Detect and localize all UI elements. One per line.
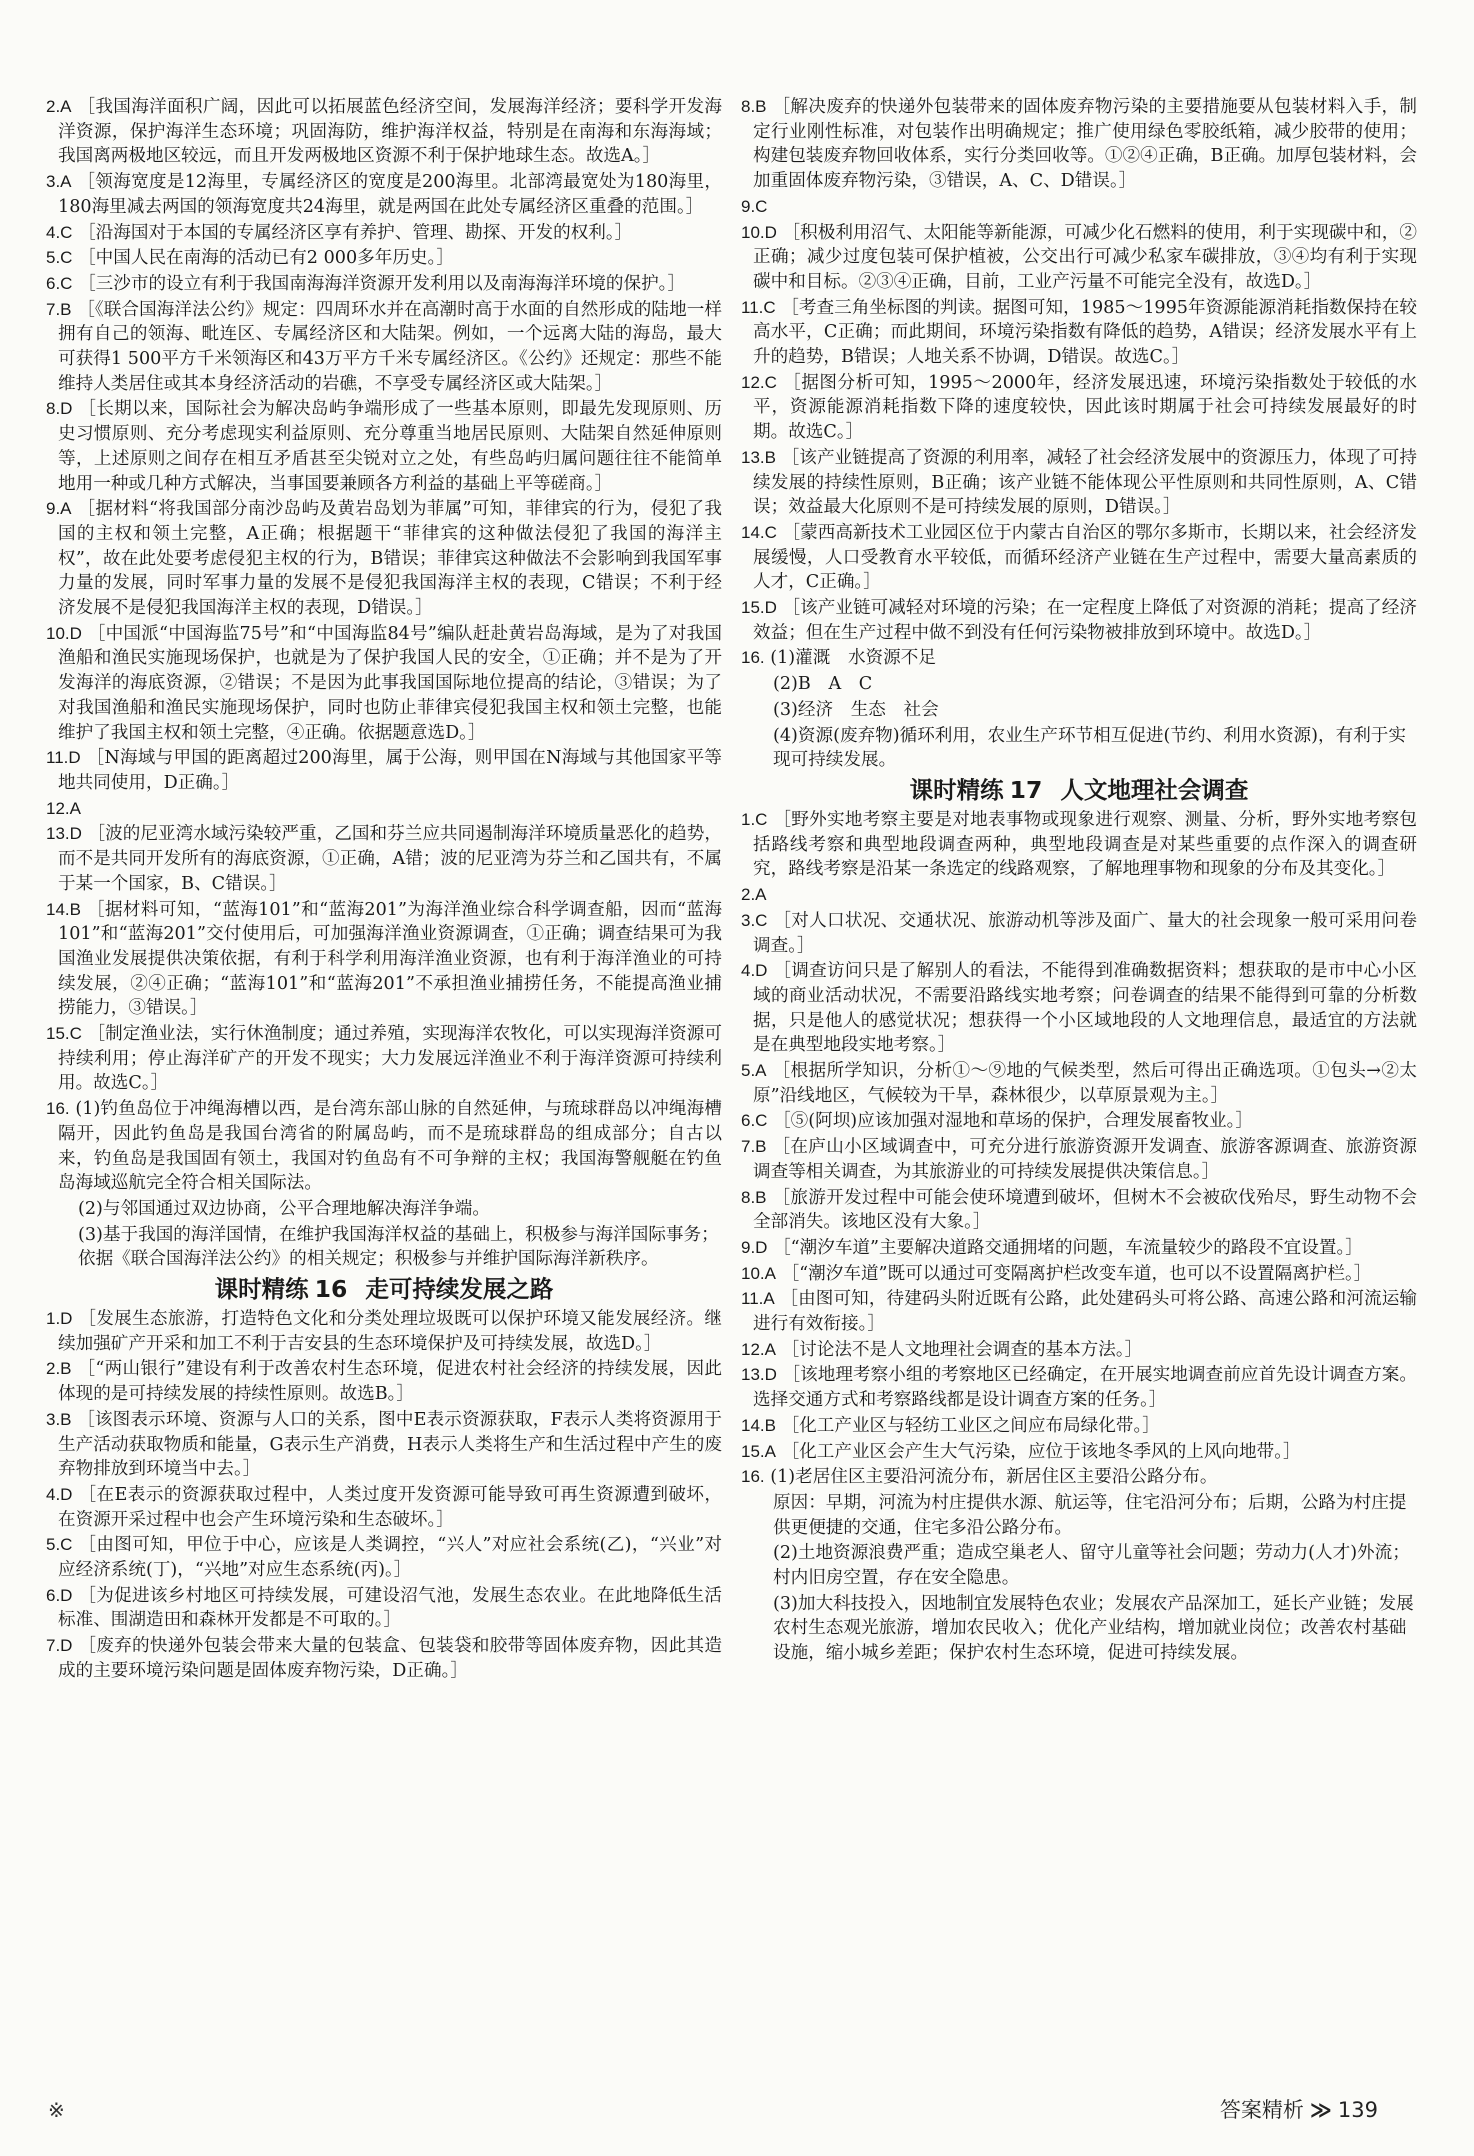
answer-item [741,521,1417,595]
answer-explanation: ［旅游开发过程中可能会使环境遭到破坏，但树木不会被砍伐殆尽，野生动物不会全部消失。该地区没有大象。］ [753,1187,1417,1233]
answer-item [46,898,722,1022]
answer-item [46,822,722,896]
answer-number: 2.B [46,1359,72,1379]
answer-explanation: ［制定渔业法，实行休渔制度；通过养殖，实现海洋农牧化，可以实现海洋资源可持续利用；停止海洋矿产的开发不现实；大力发展远洋渔业不利于海洋资源可持续利用。故选C。］ [58,1024,722,1094]
answer-item [46,746,722,795]
answer-explanation: ［积极利用沼气、太阳能等新能源，可减少化石燃料的使用，利于实现碳中和，②正确；减少过度包装可保护植被，公交出行可减少私家车碳排放，③④均有利于实现碳中和目标。②③④正确，目前，工业产污量不可能完全没有，故选D。］ [753,222,1417,292]
answer-item [46,170,722,219]
answer-explanation: ［为促进该乡村地区可持续发展，可建设沼气池，发展生态农业。在此地降低生活标准、围湖造田和森林开发都是不可取的。］ [58,1585,722,1631]
answer-explanation: ［N海域与甲国的距离超过200海里，属于公海，则甲国在N海域与其他国家平等地共同使用，D正确。］ [58,748,723,793]
answer-explanation: ［“潮汐车道”主要解决道路交通拥堵的问题，车流量较少的路段不宜设置。］ [773,1237,1363,1258]
answer-explanation: ［化工产业区会产生大气污染，应位于该地冬季风的上风向地带。］ [781,1441,1301,1462]
answer-number: 10.D [741,222,777,242]
answer-item [46,95,722,169]
answer-number: 4.D [741,961,768,981]
footer-label: 答案精析 [1219,2098,1304,2122]
answer-number: 13.D [741,1365,777,1385]
answer-number: 1.C [741,809,768,829]
answer-subpart: 原因：早期，河流为村庄提供水源、航运等，住宅沿河分布；后期，公路为村庄提供更便捷的交通，住宅多沿公路分布。 [773,1492,1407,1538]
answer-explanation: ［该产业链可减轻对环境的污染；在一定程度上降低了对资源的消耗；提高了经济效益；但在生产过程中做不到没有任何污染物被排放到环境中。故选D。］ [753,598,1417,643]
answer-explanation: ［领海宽度是12海里，专属经济区的宽度是200海里。北部湾最宽处为180海里，180海里减去两国的领海宽度共24海里，就是两国在此处专属经济区重叠的范围。］ [58,172,722,217]
left-column [46,95,722,1685]
answer-number: 11.C [741,297,776,317]
section-number: 17 [1009,775,1043,804]
answer-explanation: ［根据所学知识，分析①～⑨地的气候类型，然后可得出正确选项。①包头→②太原”沿线地区，气候较为干旱，森林很少，以草原景观为主。］ [753,1061,1418,1106]
answer-number: 8.B [741,97,767,116]
answer-number: 5.C [46,248,73,268]
answer-item [741,446,1417,520]
answer-item [741,1338,1417,1363]
answer-item [46,246,722,271]
answer-explanation: ［长期以来，国际社会为解决岛屿争端形成了一些基本原则，即最先发现原则、历史习惯原则、充分考虑现实利益原则、充分尊重当地居民原则、大陆架自然延伸原则等，上述原则之间存在相互矛盾甚至尖锐对立之处，有些岛屿归属问题往往不能简单地用一种或几种方式解决，当事国要兼顾各方利益的基础上平等磋商。］ [58,399,722,494]
answer-explanation: ［《联合国海洋法公约》规定：四周环水并在高潮时高于水面的自然形成的陆地一样拥有自己的领海、毗连区、专属经济区和大陆架。例如，一个远离大陆的海岛，最大可获得1 500平方千米领海区和43万平方千米专属经济区。《公约》还规定：那些不能维持人类居住或其本身经济活动的岩礁，不享受专属经济区或大陆架。］ [58,299,722,394]
answer-number: 3.B [46,1409,72,1429]
answer-explanation: (1)灌溉 水资源不足 [770,648,936,669]
answer-number: 3.C [741,910,768,930]
answer-item [46,1634,722,1683]
section-title [741,775,1417,805]
answer-explanation: ［波的尼亚湾水域污染较严重，乙国和芬兰应共同遏制海洋环境质量恶化的趋势，而不是共同开发所有的海底资源，①正确，A错；波的尼亚湾为芬兰和乙国共有，不属于某一个国家，B、C错误。］ [58,824,722,894]
answer-explanation: ［讨论法不是人文地理社会调查的基本方法。］ [781,1339,1143,1360]
answer-number: 15.D [741,598,777,618]
answer-explanation: ［三沙市的设立有利于我国南海海洋资源开发利用以及南海海洋环境的保护。］ [78,273,686,294]
answer-explanation: ［“两山银行”建设有利于改善农村生态环境，促进农村社会经济的持续发展，因此体现的是可持续发展的持续性原则。故选B。］ [58,1359,723,1405]
answer-explanation: ［由图可知，待建码头附近既有公路，此处建码头可将公路、高速公路和河流运输进行有效衔接。］ [753,1289,1417,1335]
answer-subpart: (2)与邻国通过双边协商，公平合理地解决海洋争端。 [78,1198,490,1219]
answer-explanation: ［废弃的快递外包装会带来大量的包装盒、包装袋和胶带等固体废弃物，因此其造成的主要环境污染问题是固体废弃物污染，D正确。］ [58,1636,722,1681]
answer-number: 4.C [46,222,73,242]
answer-number: 7.D [46,1636,73,1656]
answer-explanation: ［在E表示的资源获取过程中，人类过度开发资源可能导致可再生资源遭到破坏，在资源开采过程中也会产生环境污染和生态破坏。］ [58,1484,722,1530]
answer-number: 8.B [741,1187,767,1207]
answer-number: 9.A [46,499,72,519]
answer-number: 6.D [46,1585,73,1605]
answer-number: 6.C [741,1111,768,1131]
answer-number: 8.D [46,399,73,419]
answer-item [46,221,722,246]
answer-item [741,296,1417,370]
page-number: 139 [1337,2098,1378,2122]
answer-item [46,1483,722,1532]
answer-number: 13.D [46,824,82,844]
answer-explanation: ［蒙西高新技术工业园区位于内蒙古自治区的鄂尔多斯市，长期以来，社会经济发展缓慢，人口受教育水平较低，而循环经济产业链在生产过程中，需要大量高素质的人才，C正确。］ [753,522,1417,593]
answer-number: 13.B [741,447,776,467]
answer-number: 9.C [741,196,768,216]
answer-item [46,1307,722,1356]
section-prefix: 课时精练 [214,1275,309,1304]
answer-item [46,298,722,397]
answer-subpart: (3)加大科技投入，因地制宜发展特色农业；发展农产品深加工，延长产业链；发展农村生态观光旅游，增加农民收入；优化产业结构，增加就业岗位；改善农村基础设施，缩小城乡差距；保护农村生态环境，促进可持续发展。 [773,1593,1414,1664]
answer-explanation: ［考查三角坐标图的判读。据图可知，1985～1995年资源能源消耗指数保持在较高水平，C正确；而此期间，环境污染指数有降低的趋势，A错误；经济发展水平有上升的趋势，B错误；人地关系不协调，D错误。故选C。］ [753,297,1417,368]
answer-number: 3.A [46,172,72,192]
answer-item [741,1109,1417,1134]
answer-item [741,195,1417,220]
answer-subpart: (3)经济 生态 社会 [773,699,939,720]
answer-item [46,622,722,746]
answer-explanation: ［发展生态旅游，打造特色文化和分类处理垃圾既可以保护环境又能发展经济。继续加强矿产开采和加工不利于吉安县的生态环境保护及可持续发展，故选D。］ [58,1309,722,1354]
answer-explanation: ［对人口状况、交通状况、旅游动机等涉及面广、量大的社会现象一般可采用问卷调查。］ [753,910,1417,956]
answer-number: 9.D [741,1237,768,1257]
answer-number: 14.B [46,899,81,919]
answer-item [46,797,722,822]
answer-number: 12.A [741,1339,776,1359]
answer-number: 10.D [46,623,82,643]
answer-item [46,1357,722,1406]
answer-number: 2.A [46,97,72,116]
answer-item [741,371,1417,445]
section-name: 人文地理社会调查 [1060,775,1249,804]
answer-item [741,808,1417,882]
answer-item [46,1022,722,1096]
answer-subpart: (2)B A C [773,674,873,695]
footnote-mark: ※ [48,2098,65,2122]
answer-item [741,1262,1417,1287]
right-column [741,95,1417,1667]
answer-item [46,397,722,496]
section-name: 走可持续发展之路 [365,1275,554,1304]
answer-item [741,95,1417,194]
answer-explanation: ［由图可知，甲位于中心，应该是人类调控，“兴人”对应社会系统(乙)，“兴业”对应经济系统(丁)，“兴地”对应生态系统(丙)。］ [58,1535,723,1581]
answer-item [741,1287,1417,1336]
answer-explanation: ［⑤(阿坝)应该加强对湿地和草场的保护，合理发展畜牧业。］ [773,1111,1254,1132]
answer-number: 12.C [741,372,777,392]
footer-arrow-icon: ≫ [1309,2098,1332,2122]
answer-item [741,1236,1417,1261]
answer-number: 6.C [46,273,73,293]
answer-item [46,1408,722,1482]
answer-item [46,1584,722,1633]
answer-item [741,1465,1417,1490]
answer-explanation: ［该图表示环境、资源与人口的关系，图中E表示资源获取，F表示人类将资源用于生产活动获取物质和能量，G表示生产消费，H表示人类将生产和生活过程中产生的废弃物排放到环境当中去。］ [58,1409,722,1480]
answer-number: 4.D [46,1484,73,1504]
answer-explanation: ［沿海国对于本国的专属经济区享有养护、管理、勘探、开发的权利。］ [78,222,633,243]
answer-item [741,1440,1417,1465]
answer-number: 5.A [741,1061,767,1081]
answer-number: 10.A [741,1263,776,1283]
answer-item [741,959,1417,1058]
answer-item [741,1363,1417,1412]
answer-number: 5.C [46,1535,73,1555]
answer-number: 1.D [46,1309,73,1329]
answer-explanation: ［该产业链提高了资源的利用率，减轻了社会经济发展中的资源压力，体现了可持续发展的持续性原则，B正确；该产业链不能体现公平性原则和共同性原则，A、C错误；效益最大化原则不是可持续发展的原则，D错误。］ [753,447,1417,518]
answer-item [741,1135,1417,1184]
answer-subpart: (3)基于我国的海洋国情，在维护我国海洋权益的基础上，积极参与海洋国际事务；依据《联合国海洋法公约》的相关规定；积极参与并维护国际海洋新秩序。 [78,1224,719,1270]
answer-explanation: ［据材料“将我国部分南沙岛屿及黄岩岛划为菲属”可知，菲律宾的行为，侵犯了我国的主权和领土完整，A正确；根据题干“菲律宾的这种做法侵犯了我国的海洋主权”，故在此处要考虑侵犯主权的行为，B错误；菲律宾这种做法不会影响到我国军事力量的发展，同时军事力量的发展不是侵犯我国海洋主权的表现，C错误；不利于经济发展不是侵犯我国海洋主权的表现，D错误。］ [58,499,723,619]
answer-explanation: ［中国派“中国海监75号”和“中国海监84号”编队赶赴黄岩岛海域，是为了对我国渔船和渔民实施现场保护，也就是为了保护我国人民的安全，①正确；并不是为了开发海洋的海底资源，②错误；不是因为此事我国国际地位提高的结论，③错误；为了对我国渔船和渔民实施现场保护，同时也防止菲律宾侵犯我国主权和领土完整，也能维护了我国主权和领土完整，④正确。依据题意选D。］ [58,623,722,743]
answer-explanation: (1)老居住区主要沿河流分布，新居住区主要沿公路分布。 [770,1467,1218,1488]
answer-explanation: ［该地理考察小组的考察地区已经确定，在开展实地调查前应首先设计调查方案。选择交通方式和考察路线都是设计调查方案的任务。］ [753,1365,1417,1411]
section-prefix: 课时精练 [909,775,1004,804]
answer-explanation: ［野外实地考察主要是对地表事物或现象进行观察、测量、分析，野外实地考察包括路线考察和典型地段调查两种，典型地段调查是对某些重要的点作深入的调查研究，路线考察是沿某一条选定的线路观察，了解地理事物和现象的分布及其变化。］ [753,809,1417,880]
answer-number: 7.B [46,299,72,319]
answer-item [741,1059,1417,1108]
answer-number: 16. [741,648,765,668]
answer-number: 2.A [741,885,767,905]
answer-subpart: (4)资源(废弃物)循环利用，农业生产环节相互促进(节约、利用水资源)，有利于实现可持续发展。 [773,725,1406,771]
section-number: 16 [314,1275,348,1304]
answer-number: 7.B [741,1137,767,1157]
answer-explanation: ［中国人民在南海的活动已有2 000多年历史。］ [78,248,454,269]
answer-item [741,909,1417,958]
answer-number: 16. [46,1099,70,1119]
answer-item [741,883,1417,908]
answer-number: 11.A [741,1289,775,1309]
answer-number: 15.C [46,1024,82,1044]
answer-item [741,596,1417,645]
answer-number: 11.D [46,748,81,768]
answer-subpart: (2)土地资源浪费严重；造成空巢老人、留守儿童等社会问题；劳动力(人才)外流；村内旧房空置，存在安全隐患。 [773,1543,1410,1589]
answer-item [46,1097,722,1196]
section-title [46,1274,722,1304]
answer-explanation: ［化工产业区与轻纺工业区之间应布局绿化带。］ [781,1415,1160,1436]
answer-item [741,1186,1417,1235]
answer-explanation: ［调查访问只是了解别人的看法，不能得到准确数据资料；想获取的是市中心小区域的商业活动状况，不需要沿路线实地考察；问卷调查的结果不能得到可靠的分析数据，只是他人的感觉状况；想获得一个小区域地段的人文地理信息，最适宜的方法就是在典型地段实地考察。］ [753,961,1417,1056]
answer-number: 12.A [46,798,81,818]
answer-item [46,497,722,621]
answer-explanation: (1)钓鱼岛位于冲绳海槽以西，是台湾东部山脉的自然延伸，与琉球群岛以冲绳海槽隔开，因此钓鱼岛是我国台湾省的附属岛屿，而不是琉球群岛的组成部分；自古以来，钓鱼岛是我国固有领土，我国对钓鱼岛有不可争辩的主权；我国海警舰艇在钓鱼岛海域巡航完全符合相关国际法。 [58,1099,722,1194]
answer-explanation: ［在庐山小区域调查中，可充分进行旅游资源开发调查、旅游客源调查、旅游资源调查等相关调查，为其旅游业的可持续发展提供决策信息。］ [753,1137,1417,1182]
answer-item [46,272,722,297]
answer-item [46,1533,722,1582]
answer-explanation: ［解决废弃的快递外包装带来的固体废弃物污染的主要措施要从包装材料入手，制定行业刚性标准，对包装作出明确规定；推广使用绿色零胶纸箱，减少胶带的使用；构建包装废弃物回收体系，实行分类回收等。①②④正确，B正确。加厚包装材料，会加重固体废弃物污染，③错误，A、C、D错误。］ [753,97,1417,192]
answer-explanation: ［据图分析可知，1995～2000年，经济发展迅速，环境污染指数处于较低的水平，资源能源消耗指数下降的速度较快，因此该时期属于社会可持续发展最好的时期。故选C。］ [753,372,1418,443]
answer-explanation: ［我国海洋面积广阔，因此可以拓展蓝色经济空间，发展海洋经济；要科学开发海洋资源，保护海洋生态环境；巩固海防，维护海洋权益，特别是在南海和东海海域；我国离两极地区较远，而且开发两极地区资源不利于保护地球生态。故选A。］ [58,97,722,167]
answer-number: 14.B [741,1415,776,1435]
answer-item [741,646,1417,671]
page-footer [1220,2094,1378,2124]
answer-number: 15.A [741,1441,776,1461]
answer-number: 16. [741,1467,765,1487]
answer-item [741,221,1417,295]
answer-explanation: ［“潮汐车道”既可以通过可变隔离护栏改变车道，也可以不设置隔离护栏。］ [781,1263,1372,1284]
answer-number: 14.C [741,522,777,542]
answer-explanation: ［据材料可知，“蓝海101”和“蓝海201”为海洋渔业综合科学调查船，因而“蓝海101”和“蓝海201”交付使用后，可加强海洋渔业资源调查，①正确；调查结果可为我国渔业发展提供决策依据，有利于科学利用海洋渔业资源，也有利于海洋渔业的可持续发展，②④正确；“蓝海101”和“蓝海201”不承担渔业捕捞任务，不能提高渔业捕捞能力，③错误。］ [58,899,723,1019]
answer-item [741,1414,1417,1439]
